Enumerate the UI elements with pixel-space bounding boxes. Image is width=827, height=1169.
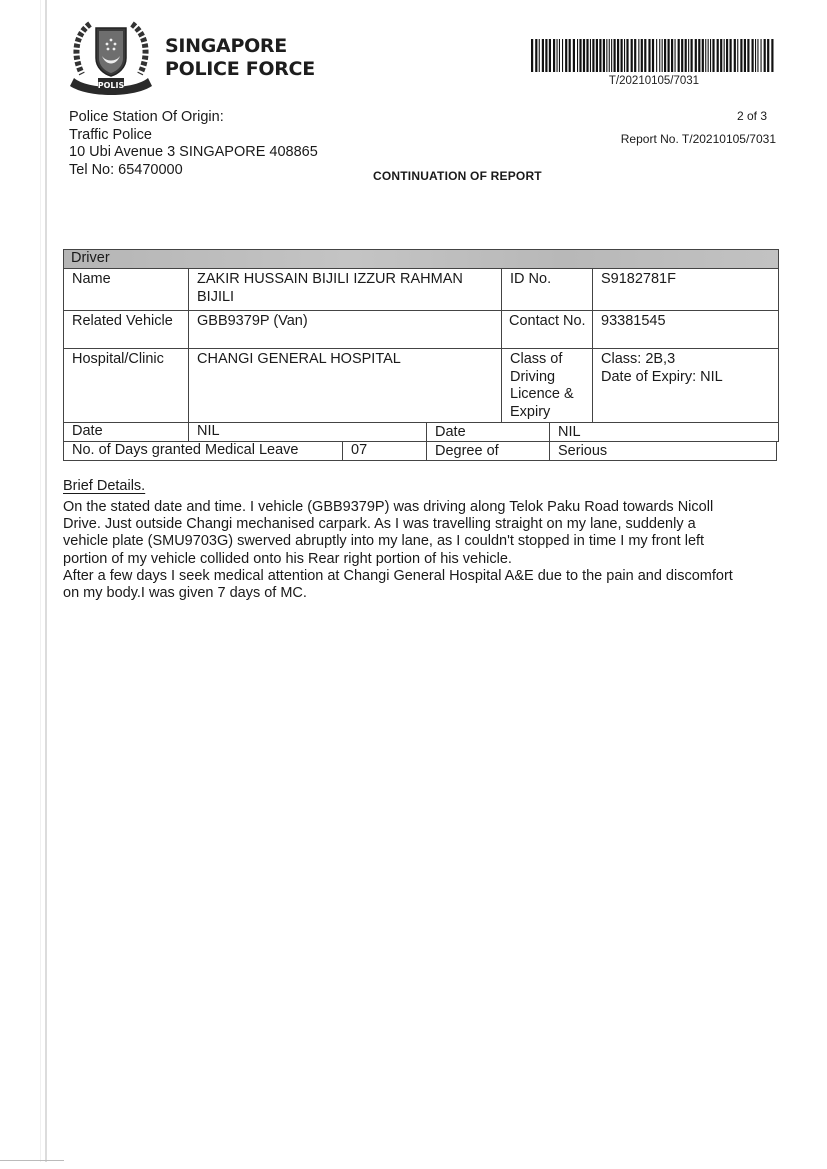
barcode-bar bbox=[535, 39, 537, 72]
barcode-bar bbox=[609, 39, 610, 72]
barcode-bar bbox=[691, 39, 693, 72]
barcode-bar bbox=[621, 39, 623, 72]
origin-address: 10 Ubi Avenue 3 SINGAPORE 408865 bbox=[69, 144, 318, 160]
licence-expiry: Date of Expiry: NIL bbox=[601, 368, 723, 385]
barcode-bar bbox=[599, 39, 601, 72]
vehicle-label: Related Vehicle bbox=[63, 310, 189, 349]
barcode-bar bbox=[698, 39, 700, 72]
barcode-bar bbox=[737, 39, 738, 72]
report-number: Report No. T/20210105/7031 bbox=[620, 132, 776, 146]
station-of-origin bbox=[69, 109, 318, 179]
licence-value bbox=[592, 348, 779, 423]
table-section-header: Driver bbox=[63, 249, 779, 269]
barcode-bar bbox=[730, 39, 732, 72]
barcode-bar bbox=[583, 39, 585, 72]
barcode-bar bbox=[626, 39, 628, 72]
date2-label: Date bbox=[426, 422, 550, 442]
brief-line: After a few days I seek medical attention at Changi General Hospital A&E due to the pain and discomfort bbox=[63, 567, 733, 584]
barcode-bar bbox=[702, 39, 704, 72]
barcode-bar bbox=[531, 39, 533, 72]
barcode-bar bbox=[755, 39, 756, 72]
barcode-bar bbox=[611, 39, 612, 72]
origin-station: Traffic Police bbox=[69, 126, 152, 143]
name-label: Name bbox=[63, 268, 189, 311]
barcode-bar bbox=[710, 39, 711, 72]
origin-tel: Tel No: 65470000 bbox=[69, 161, 183, 178]
licence-class: Class: 2B,3 bbox=[601, 351, 676, 367]
barcode-bar bbox=[634, 39, 636, 72]
barcode-bar bbox=[712, 39, 714, 72]
barcode-bar bbox=[771, 39, 773, 72]
barcode-bar bbox=[573, 39, 575, 72]
barcode-bar bbox=[734, 39, 736, 72]
brief-details-body bbox=[63, 499, 778, 602]
barcode-bar bbox=[724, 39, 725, 72]
barcode-bar bbox=[641, 39, 643, 72]
organisation-name bbox=[165, 35, 315, 81]
barcode-bar bbox=[586, 39, 588, 72]
barcode-bar bbox=[542, 39, 544, 72]
id-value: S9182781F bbox=[592, 268, 779, 311]
barcode-bar bbox=[631, 39, 633, 72]
date-label: Date bbox=[63, 422, 189, 442]
barcode-bar bbox=[614, 39, 616, 72]
barcode bbox=[531, 39, 777, 72]
date2-value: NIL bbox=[549, 422, 779, 442]
barcode-bar bbox=[559, 39, 560, 72]
hospital-value: CHANGI GENERAL HOSPITAL bbox=[188, 348, 502, 423]
barcode-bar bbox=[569, 39, 571, 72]
degree-label: Degree of bbox=[426, 441, 550, 461]
barcode-bar bbox=[705, 39, 706, 72]
brief-line: On the stated date and time. I vehicle (GBB9379P) was driving along Telok Paku Road towards Nicoll bbox=[63, 499, 714, 515]
barcode-bar bbox=[757, 39, 758, 72]
barcode-bar bbox=[606, 39, 607, 72]
logo-ribbon-text: POLIS bbox=[97, 81, 125, 90]
barcode-bar bbox=[638, 39, 639, 72]
barcode-bar bbox=[539, 39, 540, 72]
barcode-bar bbox=[545, 39, 547, 72]
brief-details-title: Brief Details. bbox=[63, 478, 146, 494]
contact-label: Contact No. bbox=[501, 310, 593, 349]
barcode-bar bbox=[557, 39, 558, 72]
barcode-text: T/20210105/7031 bbox=[608, 75, 700, 87]
barcode-bar bbox=[603, 39, 605, 72]
origin-label: Police Station Of Origin: bbox=[69, 109, 224, 125]
barcode-bar bbox=[747, 39, 749, 72]
scan-bottom-edge bbox=[0, 1160, 64, 1161]
licence-label: Class of Driving Licence & Expiry bbox=[501, 348, 593, 423]
medical-leave-value: 07 bbox=[342, 441, 427, 461]
barcode-bar bbox=[688, 39, 689, 72]
barcode-bar bbox=[740, 39, 742, 72]
barcode-bar bbox=[717, 39, 719, 72]
barcode-bar bbox=[668, 39, 670, 72]
contact-value: 93381545 bbox=[592, 310, 779, 349]
barcode-bar bbox=[553, 39, 555, 72]
barcode-bar bbox=[681, 39, 683, 72]
barcode-bar bbox=[590, 39, 591, 72]
barcode-bar bbox=[652, 39, 654, 72]
barcode-bar bbox=[761, 39, 762, 72]
barcode-bar bbox=[644, 39, 646, 72]
barcode-bar bbox=[708, 39, 709, 72]
barcode-bar bbox=[662, 39, 663, 72]
barcode-bar bbox=[592, 39, 594, 72]
medical-leave-label: No. of Days granted Medical Leave bbox=[63, 441, 343, 461]
barcode-bar bbox=[726, 39, 728, 72]
police-crest-logo bbox=[68, 16, 154, 96]
barcode-bar bbox=[659, 39, 660, 72]
id-label: ID No. bbox=[501, 268, 593, 311]
barcode-bar bbox=[695, 39, 697, 72]
barcode-bar bbox=[577, 39, 578, 72]
barcode-bar bbox=[664, 39, 666, 72]
barcode-bar bbox=[767, 39, 769, 72]
barcode-bar bbox=[648, 39, 650, 72]
name-value: ZAKIR HUSSAIN BIJILI IZZUR RAHMAN BIJILI bbox=[188, 268, 502, 311]
barcode-bar bbox=[744, 39, 746, 72]
barcode-bar bbox=[596, 39, 598, 72]
scan-edge-line bbox=[45, 0, 47, 1162]
document-title: CONTINUATION OF REPORT bbox=[373, 169, 542, 183]
barcode-bar bbox=[764, 39, 766, 72]
barcode-bar bbox=[617, 39, 619, 72]
barcode-bar bbox=[579, 39, 581, 72]
barcode-bar bbox=[565, 39, 567, 72]
barcode-bar bbox=[671, 39, 673, 72]
barcode-bar bbox=[656, 39, 657, 72]
barcode-bar bbox=[675, 39, 676, 72]
brief-line: Drive. Just outside Changi mechanised carpark. As I was travelling straight on my lane, suddenly a bbox=[63, 516, 696, 533]
brief-line: vehicle plate (SMU9703G) swerved abruptly into my lane, as I couldn't stopped in time I my front left bbox=[63, 533, 705, 550]
degree-value: Serious bbox=[549, 441, 777, 461]
barcode-bar bbox=[549, 39, 551, 72]
barcode-bar bbox=[624, 39, 625, 72]
barcode-bar bbox=[562, 39, 563, 72]
page-indicator: 2 of 3 bbox=[736, 109, 767, 123]
brand-line-2: POLICE FORCE bbox=[165, 58, 315, 80]
barcode-bar bbox=[678, 39, 680, 72]
brand-line-1: SINGAPORE bbox=[165, 35, 287, 57]
barcode-bar bbox=[720, 39, 722, 72]
barcode-bar bbox=[752, 39, 754, 72]
vehicle-value: GBB9379P (Van) bbox=[188, 310, 502, 349]
date-value: NIL bbox=[188, 422, 427, 442]
hospital-label: Hospital/Clinic bbox=[63, 348, 189, 423]
brief-line: on my body.I was given 7 days of MC. bbox=[63, 585, 307, 602]
scan-edge-line bbox=[40, 0, 41, 1162]
brief-line: portion of my vehicle collided onto his Rear right portion of his vehicle. bbox=[63, 550, 512, 567]
barcode-bar bbox=[685, 39, 687, 72]
